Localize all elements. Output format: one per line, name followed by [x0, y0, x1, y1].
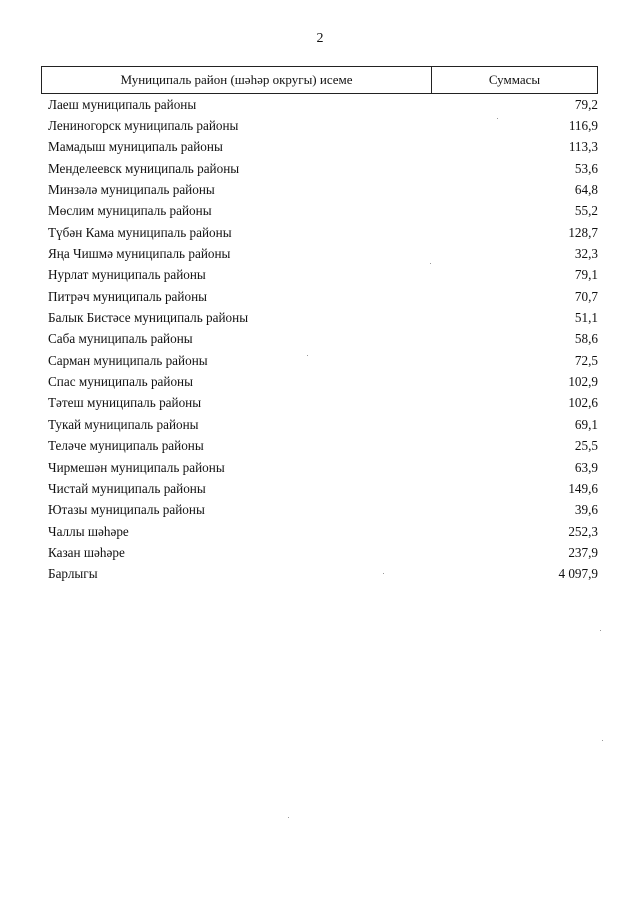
- district-name: Ютазы муниципаль районы: [48, 502, 205, 518]
- district-name: Мамадыш муниципаль районы: [48, 139, 223, 155]
- district-name: Тәтеш муниципаль районы: [48, 395, 202, 411]
- table-row: [41, 436, 598, 457]
- district-name: Чаллы шәһәре: [48, 523, 129, 539]
- district-sum: 32,3: [574, 246, 598, 262]
- district-sum: 72,5: [574, 352, 598, 368]
- page-number: 2: [316, 31, 324, 46]
- district-sum: 69,1: [574, 416, 598, 432]
- district-sum: 39,6: [574, 502, 598, 518]
- district-name: Барлыгы: [48, 566, 98, 582]
- table-row: [41, 158, 598, 179]
- scan-speck: [602, 740, 603, 741]
- table-row: [41, 414, 598, 435]
- table-header: [41, 66, 598, 94]
- district-sum: 53,6: [574, 160, 598, 176]
- district-name: Саба муниципаль районы: [48, 331, 193, 347]
- district-sum: 64,8: [574, 182, 598, 198]
- district-name: Яңа Чишмә муниципаль районы: [48, 246, 231, 262]
- table-row: [41, 307, 598, 328]
- district-name: Чирмешән муниципаль районы: [48, 459, 225, 475]
- table-row: [41, 115, 598, 136]
- district-sum: 79,1: [574, 267, 598, 283]
- table-row: [41, 94, 598, 115]
- district-sum: 51,1: [574, 310, 598, 326]
- table-row: [41, 542, 598, 563]
- table-row: [41, 500, 598, 521]
- district-name: Балык Бистәсе муниципаль районы: [48, 310, 249, 326]
- district-name: Менделеевск муниципаль районы: [48, 160, 240, 176]
- scan-speck: [600, 630, 601, 631]
- district-name: Нурлат муниципаль районы: [48, 267, 206, 283]
- district-sum: 63,9: [574, 459, 598, 475]
- district-name: Питрәч муниципаль районы: [48, 288, 207, 304]
- table-row: [41, 265, 598, 286]
- district-name: Сарман муниципаль районы: [48, 352, 208, 368]
- district-name: Чистай муниципаль районы: [48, 480, 206, 496]
- table-row: [41, 329, 598, 350]
- scan-speck: [497, 118, 498, 119]
- district-sum: 79,2: [574, 96, 598, 112]
- district-sum: 102,6: [568, 395, 598, 411]
- district-sum: 237,9: [568, 544, 598, 560]
- table-row: [41, 457, 598, 478]
- table-row: [41, 137, 598, 158]
- table-row: [41, 393, 598, 414]
- table-row: [41, 371, 598, 392]
- district-name: Минзәлә муниципаль районы: [48, 182, 215, 198]
- district-sum: 58,6: [574, 331, 598, 347]
- district-sum: 116,9: [568, 118, 598, 134]
- district-sum: 102,9: [568, 374, 598, 390]
- district-name: Лениногорск муниципаль районы: [48, 118, 239, 134]
- district-sum: 4 097,9: [558, 566, 598, 582]
- district-name: Тукай муниципаль районы: [48, 416, 199, 432]
- district-name: Казан шәһәре: [48, 544, 125, 560]
- district-name: Теләче муниципаль районы: [48, 438, 204, 454]
- table-row: [41, 350, 598, 371]
- table-row: [41, 201, 598, 222]
- district-name: Мөслим муниципаль районы: [48, 203, 212, 219]
- district-sum: 128,7: [568, 224, 598, 240]
- header-name-column: Муниципаль район (шәһәр округы) исеме: [42, 67, 432, 93]
- table-row: [41, 243, 598, 264]
- district-sum: 70,7: [574, 288, 598, 304]
- district-sum: 25,5: [574, 438, 598, 454]
- district-name: Лаеш муниципаль районы: [48, 96, 197, 112]
- table-row: [41, 286, 598, 307]
- district-name: Түбән Кама муниципаль районы: [48, 224, 232, 240]
- table-row: [41, 179, 598, 200]
- table-row: [41, 564, 598, 585]
- scan-speck: [288, 817, 289, 818]
- table-row: [41, 478, 598, 499]
- scan-speck: [430, 263, 431, 264]
- district-sum: 252,3: [568, 523, 598, 539]
- table-body: [41, 94, 598, 585]
- table-row: [41, 222, 598, 243]
- scan-speck: [383, 573, 384, 574]
- scan-speck: [307, 355, 308, 356]
- table-row: [41, 521, 598, 542]
- district-sum: 149,6: [568, 480, 598, 496]
- district-sum: 113,3: [568, 139, 598, 155]
- header-sum-column: Суммасы: [488, 72, 541, 87]
- district-sum: 55,2: [574, 203, 598, 219]
- district-sum-table: [41, 66, 598, 585]
- district-name: Спас муниципаль районы: [48, 374, 193, 390]
